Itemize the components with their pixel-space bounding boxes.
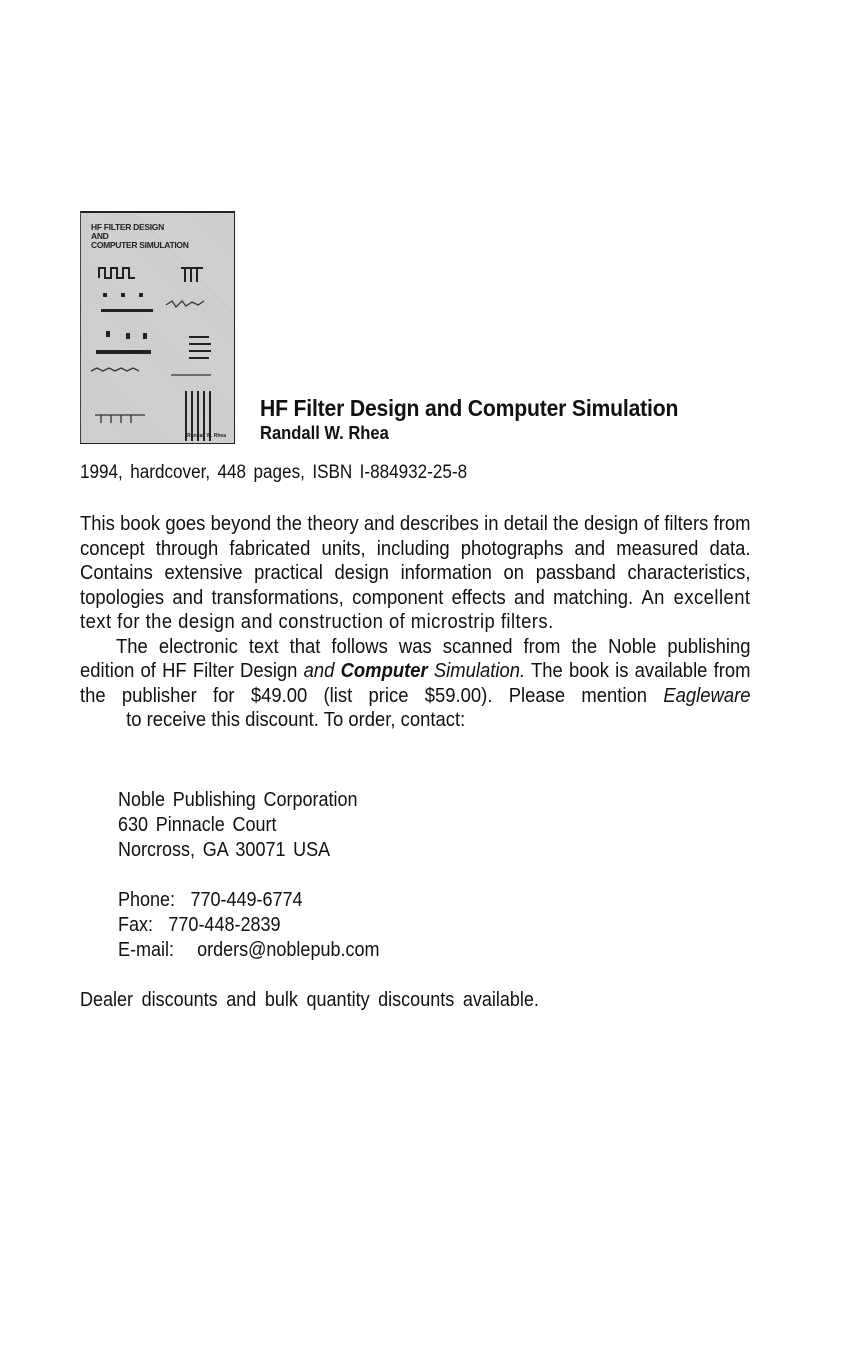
note-text: The electronic text that follows was scanned from the Noble publishing edition of HF Filter Design: [80, 634, 751, 682]
cover-title-line: AND: [91, 231, 109, 241]
publisher-street: 630 Pinnacle Court: [118, 814, 277, 836]
note-text: The book is available from the publisher for $49.00 (list price $59.00). Please mention: [80, 659, 751, 707]
fax-number: Fax: 770-448-2839: [118, 914, 281, 936]
publisher-contact: [118, 888, 379, 963]
note-bold-italic: Computer: [340, 659, 428, 682]
book-title: HF Filter Design and Computer Simulation: [260, 395, 679, 421]
cover-author: Randall W. Rhea: [187, 433, 226, 439]
cover-title-line: COMPUTER SIMULATION: [91, 240, 189, 250]
email-address: E-mail: orders@noblepub.com: [118, 939, 380, 961]
note-italic: Simulation.: [427, 659, 526, 682]
publisher-name: Noble Publishing Corporation: [118, 789, 358, 811]
dealer-discount-note: Dealer discounts and bulk quantity discounts available.: [80, 989, 539, 1011]
publication-details: 1994, hardcover, 448 pages, ISBN I-884932-25-8: [80, 462, 468, 483]
book-description: [80, 512, 751, 733]
description-highlight: An excellent text for the design and construction of microstrip filters.: [80, 585, 751, 633]
description-paragraph: [80, 512, 751, 635]
book-cover-image: [80, 211, 235, 444]
cover-title: [91, 223, 189, 250]
description-text: This book goes beyond the theory and describes in detail the design of filters from concept through fabricated units, including photographs and measured data. Contains extensive practical design information on passband characteristics, topologies and transformations, component effects and matching.: [80, 512, 751, 609]
note-text: to receive this discount. To order, contact:: [80, 708, 466, 731]
phone-number: Phone: 770-449-6774: [118, 889, 303, 911]
book-author: Randall W. Rhea: [260, 423, 389, 443]
eagleware-mention: Eagleware: [663, 683, 751, 707]
publisher-address: [118, 788, 358, 863]
title-block: [260, 394, 715, 444]
note-italic: and: [303, 659, 341, 682]
cover-title-line: HF FILTER DESIGN: [91, 222, 164, 232]
scan-note-paragraph: [80, 635, 751, 733]
publisher-city: Norcross, GA 30071 USA: [118, 839, 331, 861]
